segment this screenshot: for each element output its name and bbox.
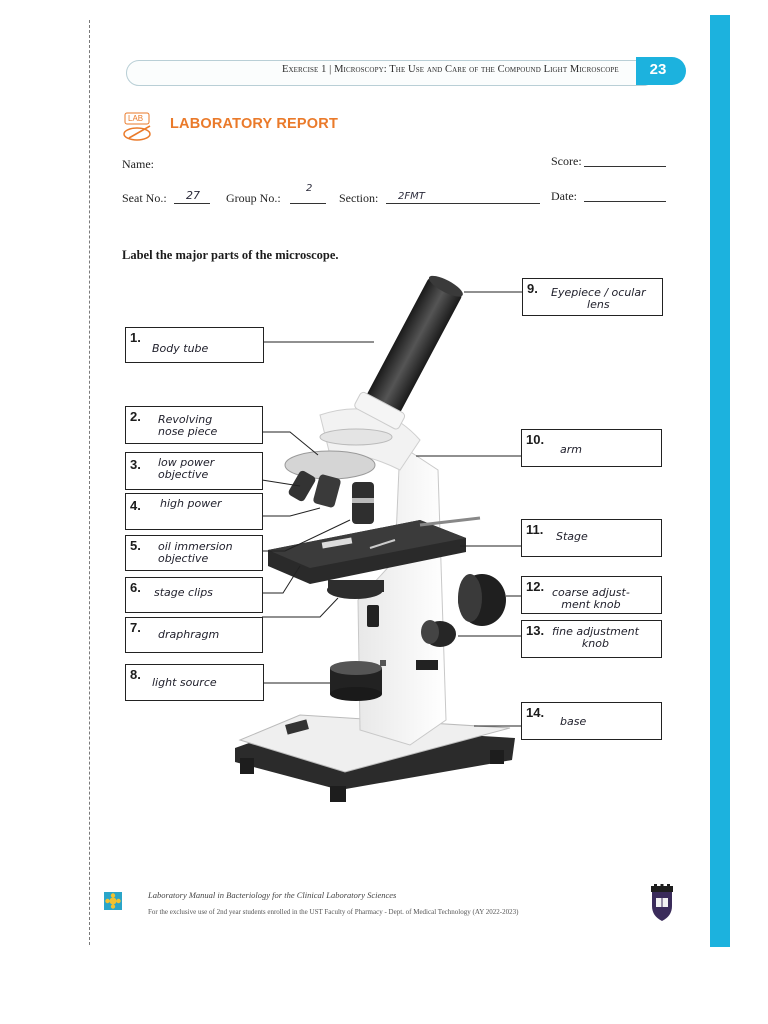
label-number: 5. — [130, 538, 141, 553]
label-box-12 — [521, 576, 662, 614]
label-answer: high power — [160, 497, 222, 510]
page-number: 23 — [649, 61, 667, 78]
label-number: 3. — [130, 457, 141, 472]
label-number: 1. — [130, 330, 141, 345]
label-box-10 — [521, 429, 662, 467]
name-label: Name: — [122, 157, 154, 171]
label-number: 4. — [130, 498, 141, 513]
group-label: Group No.: — [226, 191, 281, 205]
label-number: 9. — [527, 281, 538, 296]
label-box-2 — [125, 406, 263, 444]
label-answer: low power objective — [158, 456, 215, 481]
label-number: 7. — [130, 620, 141, 635]
label-number: 11. — [526, 522, 544, 537]
label-number: 2. — [130, 409, 141, 424]
label-number: 14. — [526, 705, 545, 720]
label-box-4 — [125, 493, 263, 530]
lab-logo-text: LAB — [128, 114, 144, 123]
label-box-13 — [521, 620, 662, 658]
label-answer: light source — [152, 676, 217, 689]
section-label: Section: — [339, 191, 379, 205]
instruction-text: Label the major parts of the microscope. — [122, 248, 339, 262]
university-crest-icon — [648, 884, 676, 922]
label-answer: draphragm — [158, 628, 220, 641]
label-answer: base — [560, 715, 587, 728]
seat-value: 27 — [186, 189, 200, 202]
label-box-1 — [125, 327, 264, 363]
label-answer: stage clips — [154, 586, 213, 599]
label-box-5 — [125, 535, 263, 571]
label-box-9 — [522, 278, 663, 316]
label-answer: Stage — [556, 530, 588, 543]
label-answer: arm — [560, 443, 582, 456]
label-answer: coarse adjust- ment knob — [552, 586, 630, 611]
label-box-11 — [521, 519, 662, 557]
footer-usage-note: For the exclusive use of 2nd year students enrolled in the UST Faculty of Pharmacy - Dept. of Medical Technology (AY 2022-2023) — [148, 908, 519, 916]
label-number: 10. — [526, 432, 545, 447]
label-answer: Eyepiece / ocular lens — [551, 286, 646, 311]
label-box-7 — [125, 617, 263, 653]
footer-manual-title: Laboratory Manual in Bacteriology for the Clinical Laboratory Sciences — [148, 890, 397, 900]
section-value: 2FMT — [398, 191, 425, 202]
label-answer: Revolving nose piece — [158, 413, 218, 438]
label-box-8 — [125, 664, 264, 701]
seat-label: Seat No.: — [122, 191, 167, 205]
label-answer: fine adjustment knob — [552, 625, 639, 650]
label-number: 13. — [526, 623, 545, 638]
label-number: 12. — [526, 579, 545, 594]
label-answer: oil immersion objective — [158, 540, 233, 565]
score-label: Score: — [551, 154, 582, 168]
date-label: Date: — [551, 189, 577, 203]
report-title: LABORATORY REPORT — [170, 116, 339, 132]
label-box-14 — [521, 702, 662, 740]
label-number: 6. — [130, 580, 141, 595]
label-box-3 — [125, 452, 263, 490]
label-box-6 — [125, 577, 263, 613]
label-answer: Body tube — [152, 342, 209, 355]
ust-flower-icon — [104, 892, 122, 910]
exercise-title: Exercise 1 | Microscopy: The Use and Care of the Compound Light Microscope — [282, 64, 619, 75]
label-number: 8. — [130, 667, 141, 682]
group-value: 2 — [306, 183, 313, 194]
